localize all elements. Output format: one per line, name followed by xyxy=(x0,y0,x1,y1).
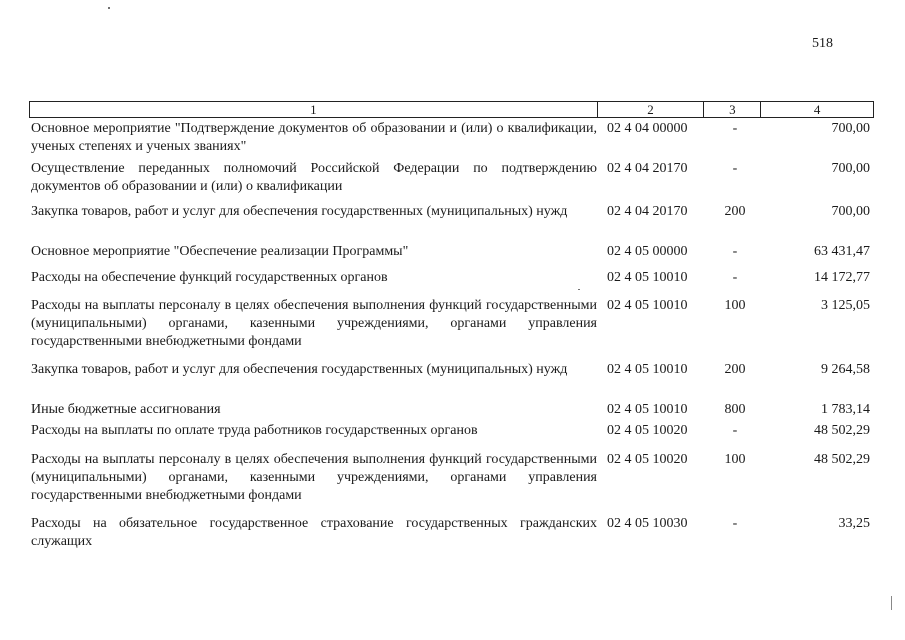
row-code: 02 4 04 00000 xyxy=(607,121,688,136)
row-description: Основное мероприятие "Подтверждение документов об образовании и (или) о квалификации, ученых степенях и ученых званиях" xyxy=(31,121,597,154)
row-code: 02 4 05 10020 xyxy=(607,423,688,438)
table-row xyxy=(31,297,874,361)
row-amount: 9 264,58 xyxy=(821,362,870,377)
header-col-2: 2 xyxy=(598,102,705,117)
row-description: Расходы на обеспечение функций государственных органов xyxy=(31,270,388,285)
table-row xyxy=(31,120,874,160)
row-description: Расходы на выплаты персоналу в целях обеспечения выполнения функций государственными (муниципальными) органами, казенными учреждениями, органами управления государственными внебюджетными фондами xyxy=(31,298,597,349)
row-description: Иные бюджетные ассигнования xyxy=(31,402,221,417)
header-col-3: 3 xyxy=(704,102,761,117)
row-code: 02 4 05 10010 xyxy=(607,402,688,417)
page-number: 518 xyxy=(812,36,833,51)
row-amount: 33,25 xyxy=(838,516,870,531)
row-description: Расходы на выплаты персоналу в целях обеспечения выполнения функций государственными (муниципальными) органами, казенными учреждениями, органами управления государственными внебюджетными фондами xyxy=(31,452,597,503)
row-amount: 48 502,29 xyxy=(814,423,870,438)
header-col-1: 1 xyxy=(30,102,598,117)
table-row xyxy=(31,243,874,269)
table-row xyxy=(31,203,874,243)
row-indicator: 800 xyxy=(724,402,746,417)
table-row xyxy=(31,361,874,401)
row-indicator: - xyxy=(732,161,738,176)
row-amount: 14 172,77 xyxy=(814,270,870,285)
table-row xyxy=(31,451,874,515)
scan-speck xyxy=(891,596,892,610)
row-code: 02 4 05 10010 xyxy=(607,270,688,285)
row-amount: 700,00 xyxy=(831,204,870,219)
table-row xyxy=(31,422,874,451)
row-indicator: - xyxy=(732,121,738,136)
row-code: 02 4 05 10010 xyxy=(607,298,688,313)
row-amount: 48 502,29 xyxy=(814,452,870,467)
row-code: 02 4 05 10030 xyxy=(607,516,688,531)
row-description: Осуществление переданных полномочий Российской Федерации по подтверждению документов об образовании и (или) о квалификации xyxy=(31,161,597,194)
row-indicator: - xyxy=(732,270,738,285)
row-indicator: 100 xyxy=(724,452,746,467)
row-code: 02 4 04 20170 xyxy=(607,204,688,219)
scan-speck xyxy=(108,7,110,9)
row-amount: 700,00 xyxy=(831,121,870,136)
row-description: Основное мероприятие "Обеспечение реализации Программы" xyxy=(31,244,409,259)
row-amount: 700,00 xyxy=(831,161,870,176)
row-indicator: 100 xyxy=(724,298,746,313)
row-indicator: - xyxy=(732,244,738,259)
table-body xyxy=(31,120,874,555)
row-indicator: - xyxy=(732,516,738,531)
row-code: 02 4 05 00000 xyxy=(607,244,688,259)
row-indicator: 200 xyxy=(724,204,746,219)
row-code: 02 4 04 20170 xyxy=(607,161,688,176)
row-amount: 63 431,47 xyxy=(814,244,870,259)
table-row xyxy=(31,515,874,555)
row-description: Закупка товаров, работ и услуг для обеспечения государственных (муниципальных) нужд xyxy=(31,362,568,377)
table-row xyxy=(31,269,874,297)
row-indicator: - xyxy=(732,423,738,438)
row-code: 02 4 05 10020 xyxy=(607,452,688,467)
row-amount: 1 783,14 xyxy=(821,402,870,417)
row-amount: 3 125,05 xyxy=(821,298,870,313)
row-description: Расходы на обязательное государственное страхование государственных гражданских служащих xyxy=(31,516,597,549)
row-code: 02 4 05 10010 xyxy=(607,362,688,377)
row-description: Закупка товаров, работ и услуг для обеспечения государственных (муниципальных) нужд xyxy=(31,204,568,219)
row-description: Расходы на выплаты по оплате труда работников государственных органов xyxy=(31,423,478,438)
table-row xyxy=(31,160,874,203)
row-indicator: 200 xyxy=(724,362,746,377)
header-col-4: 4 xyxy=(813,102,821,117)
table-row xyxy=(31,401,874,422)
table-header xyxy=(29,101,874,118)
